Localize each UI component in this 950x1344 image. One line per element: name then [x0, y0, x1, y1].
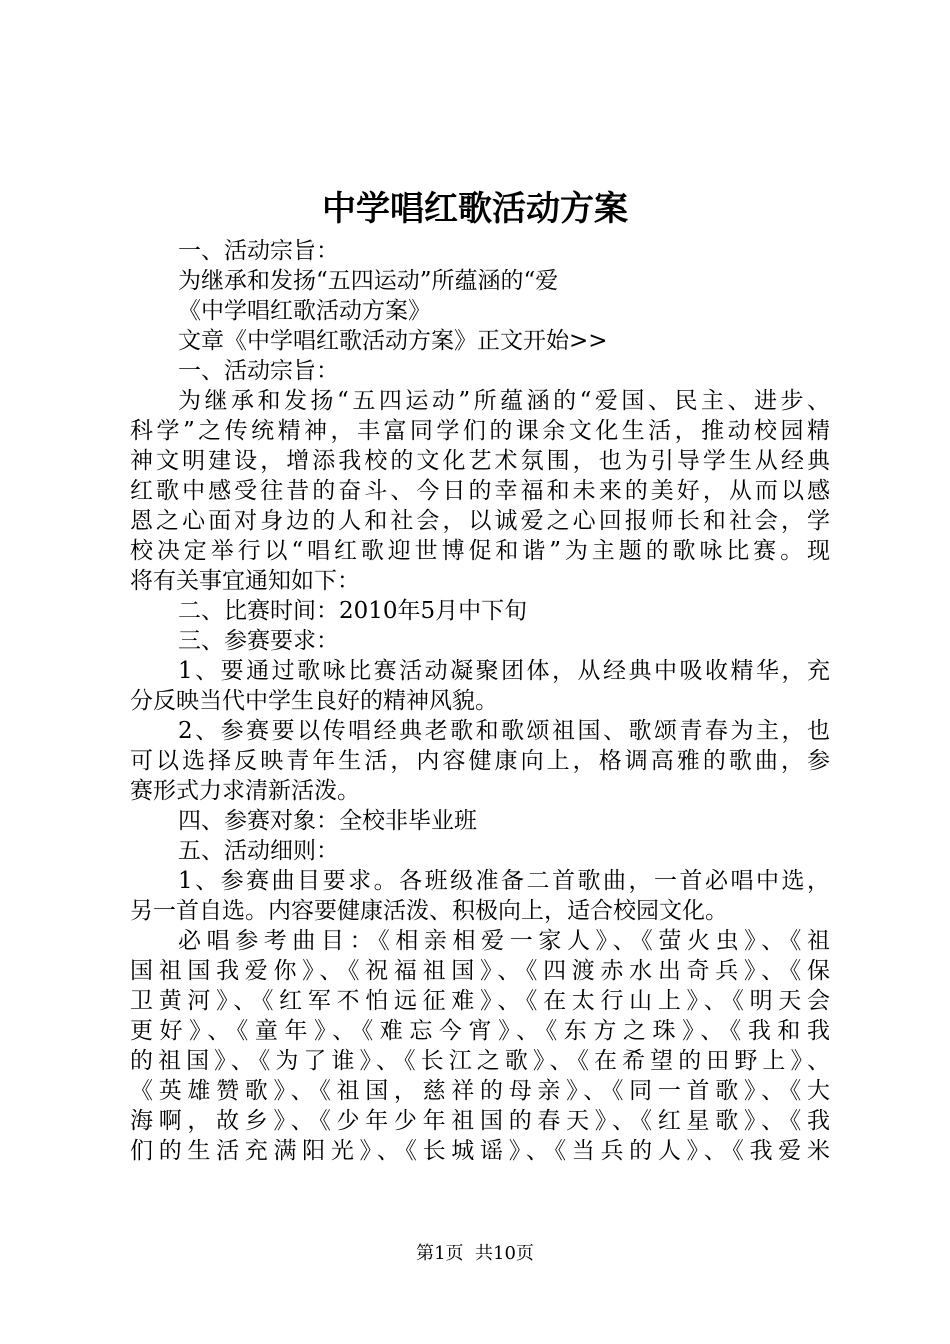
body-line: 二、比赛时间：2010年5月中下旬	[178, 598, 528, 624]
body-line: 四、参赛对象：全校非毕业班	[178, 808, 477, 834]
body-line: 为继承和发扬“五四运动”所蕴涵的“爱	[178, 268, 559, 294]
body-line: 卫黄河》、《红军不怕远征难》、《在太行山上》、《明天会	[130, 988, 830, 1014]
body-line: 红歌中感受往昔的奋斗、今日的幸福和未来的美好，从而以感	[130, 478, 830, 504]
body-line: 的祖国》、《为了谁》、《长江之歌》、《在希望的田野上》、	[130, 1048, 830, 1074]
body-line: 《英雄赞歌》、《祖国，慈祥的母亲》、《同一首歌》、《大	[130, 1078, 830, 1104]
body-line: 一、活动宗旨：	[178, 358, 339, 384]
body-line: 神文明建设，增添我校的文化艺术氛围，也为引导学生从经典	[130, 448, 830, 474]
document-title: 中学唱红歌活动方案	[322, 189, 628, 229]
body-line: 校决定举行以“唱红歌迎世博促和谐”为主题的歌咏比赛。现	[130, 538, 830, 564]
body-line: 海啊，故乡》、《少年少年祖国的春天》、《红星歌》、《我	[130, 1108, 830, 1134]
body-line: 文章《中学唱红歌活动方案》正文开始>>	[178, 328, 608, 354]
body-line: 更好》、《童年》、《难忘今宵》、《东方之珠》、《我和我	[130, 1018, 830, 1044]
body-line: 国祖国我爱你》、《祝福祖国》、《四渡赤水出奇兵》、《保	[130, 958, 830, 984]
body-line: 2、参赛要以传唱经典老歌和歌颂祖国、歌颂青春为主，也	[178, 718, 830, 744]
body-line: 五、活动细则：	[178, 838, 339, 864]
body-line: 另一首自选。内容要健康活泼、积极向上，适合校园文化。	[130, 898, 728, 924]
document-body	[130, 236, 830, 1166]
body-line: 分反映当代中学生良好的精神风貌。	[130, 688, 498, 714]
body-line: 们的生活充满阳光》、《长城谣》、《当兵的人》、《我爱米	[130, 1138, 830, 1164]
body-line: 一、活动宗旨：	[178, 238, 339, 264]
body-line: 三、参赛要求：	[178, 628, 339, 654]
body-line: 必唱参考曲目：《相亲相爱一家人》、《萤火虫》、《祖	[178, 928, 830, 954]
body-line: 可以选择反映青年生活，内容健康向上，格调高雅的歌曲，参	[130, 748, 830, 774]
body-line: 科学”之传统精神，丰富同学们的课余文化生活，推动校园精	[130, 418, 830, 444]
body-line: 1、要通过歌咏比赛活动凝聚团体，从经典中吸收精华，充	[178, 658, 830, 684]
body-line: 将有关事宜通知如下：	[130, 568, 360, 594]
page-number-footer: 第1页 共10页	[416, 1243, 534, 1264]
body-line: 恩之心面对身边的人和社会，以诚爱之心回报师长和社会，学	[130, 508, 830, 534]
body-line: 为继承和发扬“五四运动”所蕴涵的“爱国、民主、进步、	[178, 388, 830, 414]
body-line: 1、参赛曲目要求。各班级准备二首歌曲，一首必唱中选，	[178, 868, 830, 894]
body-line: 赛形式力求清新活泼。	[130, 778, 360, 804]
body-line: 《中学唱红歌活动方案》	[178, 298, 431, 324]
